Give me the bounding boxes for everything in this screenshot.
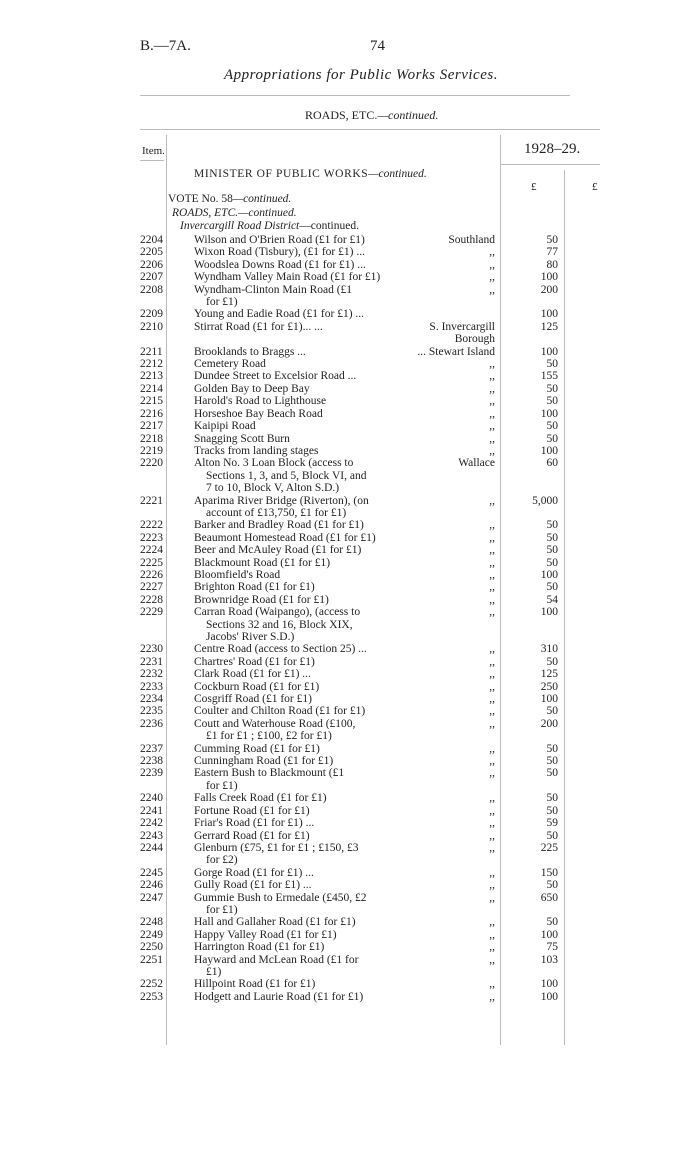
locality: Wallace bbox=[458, 457, 495, 470]
item-number: 2212 bbox=[140, 358, 163, 371]
locality: ,, bbox=[489, 581, 495, 594]
table-row bbox=[0, 606, 700, 643]
amount-1928-29: 100 bbox=[540, 345, 558, 358]
amount-1928-29: 310 bbox=[540, 643, 558, 656]
amount-1928-29: 50 bbox=[546, 916, 558, 929]
work-description: Blackmount Road (£1 for £1) bbox=[194, 556, 331, 569]
item-number: 2241 bbox=[140, 804, 163, 817]
table-row bbox=[0, 420, 700, 432]
work-description: Harold's Road to Lighthouse bbox=[194, 395, 327, 408]
work-description: Aparima River Bridge (Riverton), (on account of £13,750, £1 for £1) bbox=[194, 494, 369, 519]
table-row bbox=[0, 544, 700, 556]
amount-1928-29: 100 bbox=[540, 978, 558, 991]
work-description: Woodslea Downs Road (£1 for £1) ... bbox=[194, 258, 366, 271]
item-number: 2244 bbox=[140, 841, 163, 854]
item-number: 2252 bbox=[140, 978, 163, 991]
amount-1928-29: 50 bbox=[546, 556, 558, 569]
locality: ,, bbox=[489, 668, 495, 681]
item-number: 2233 bbox=[140, 680, 163, 693]
work-description: Gully Road (£1 for £1) ... bbox=[194, 879, 312, 892]
amount-1928-29: 225 bbox=[540, 841, 558, 854]
locality: ,, bbox=[489, 941, 495, 954]
amount-1928-29: 100 bbox=[540, 407, 558, 420]
table-row bbox=[0, 767, 700, 792]
table-row bbox=[0, 594, 700, 606]
amount-1928-29: 100 bbox=[540, 693, 558, 706]
table-row bbox=[0, 370, 700, 382]
table-row bbox=[0, 991, 700, 1003]
table-row bbox=[0, 792, 700, 804]
amount-1928-29: 100 bbox=[540, 444, 558, 457]
work-description: Carran Road (Waipango), (access to Sections 32 and 16, Block XIX, Jacobs' River S.D.) bbox=[194, 606, 361, 643]
item-number: 2251 bbox=[140, 953, 163, 966]
locality: ,, bbox=[489, 382, 495, 395]
amount-1928-29: 100 bbox=[540, 568, 558, 581]
amount-1928-29: 75 bbox=[546, 941, 558, 954]
table-row bbox=[0, 879, 700, 891]
locality: ,, bbox=[489, 544, 495, 557]
amount-1928-29: 50 bbox=[546, 519, 558, 532]
table-row bbox=[0, 830, 700, 842]
work-description: Bloomfield's Road bbox=[194, 568, 281, 581]
locality: ,, bbox=[489, 606, 495, 619]
table-row bbox=[0, 916, 700, 928]
item-number: 2213 bbox=[140, 370, 163, 383]
currency-symbol-2: £ bbox=[592, 181, 598, 193]
locality: ,, bbox=[489, 531, 495, 544]
table-row bbox=[0, 557, 700, 569]
locality: ,, bbox=[489, 879, 495, 892]
page-number: 74 bbox=[370, 38, 385, 54]
table-row bbox=[0, 805, 700, 817]
item-number: 2231 bbox=[140, 655, 163, 668]
district-subheading: Invercargill Road District—continued. bbox=[180, 220, 359, 232]
work-description: Horseshoe Bay Beach Road bbox=[194, 407, 323, 420]
locality: ,, bbox=[489, 593, 495, 606]
table-row bbox=[0, 433, 700, 445]
item-number: 2232 bbox=[140, 668, 163, 681]
table-row bbox=[0, 271, 700, 283]
locality: Southland bbox=[448, 234, 495, 246]
item-number: 2218 bbox=[140, 432, 163, 445]
item-number: 2242 bbox=[140, 817, 163, 830]
locality: ... Stewart Island bbox=[417, 345, 495, 358]
table-row bbox=[0, 259, 700, 271]
locality: ,, bbox=[489, 519, 495, 532]
amount-1928-29: 50 bbox=[546, 804, 558, 817]
locality: ,, bbox=[489, 246, 495, 259]
item-number: 2253 bbox=[140, 990, 163, 1003]
item-number: 2230 bbox=[140, 643, 163, 656]
item-number: 2224 bbox=[140, 544, 163, 557]
locality: ,, bbox=[489, 494, 495, 507]
amount-1928-29: 50 bbox=[546, 742, 558, 755]
work-description: Alton No. 3 Loan Block (access to Sections 1, 3, and 5, Block VI, and 7 to 10, Block V, Alton S.D.) bbox=[194, 457, 367, 495]
locality: ,, bbox=[489, 916, 495, 929]
locality: ,, bbox=[489, 556, 495, 569]
work-description: Kaipipi Road bbox=[194, 420, 256, 433]
work-description: Falls Creek Road (£1 for £1) bbox=[194, 792, 327, 805]
work-description: Hillpoint Road (£1 for £1) bbox=[194, 978, 316, 991]
amount-1928-29: 50 bbox=[546, 581, 558, 594]
table-row bbox=[0, 358, 700, 370]
work-description: Beer and McAuley Road (£1 for £1) bbox=[194, 544, 362, 557]
item-number: 2209 bbox=[140, 308, 163, 321]
amount-1928-29: 77 bbox=[546, 246, 558, 259]
work-description: Stirrat Road (£1 for £1)... ... bbox=[194, 320, 323, 333]
locality: ,, bbox=[489, 283, 495, 296]
table-row bbox=[0, 457, 700, 494]
item-number: 2228 bbox=[140, 593, 163, 606]
amount-1928-29: 50 bbox=[546, 234, 558, 246]
locality: ,, bbox=[489, 990, 495, 1003]
amount-1928-29: 54 bbox=[546, 593, 558, 606]
locality: ,, bbox=[489, 420, 495, 433]
amount-1928-29: 125 bbox=[540, 320, 558, 333]
work-description: Barker and Bradley Road (£1 for £1) bbox=[194, 519, 364, 532]
work-description: Wilson and O'Brien Road (£1 for £1) bbox=[194, 234, 365, 246]
work-description: Clark Road (£1 for £1) ... bbox=[194, 668, 311, 681]
locality: ,, bbox=[489, 928, 495, 941]
item-number: 2222 bbox=[140, 519, 163, 532]
amount-1928-29: 80 bbox=[546, 258, 558, 271]
locality: ,, bbox=[489, 978, 495, 991]
table-row bbox=[0, 246, 700, 258]
work-description: Cosgriff Road (£1 for £1) bbox=[194, 693, 312, 706]
item-number: 2210 bbox=[140, 320, 163, 333]
locality: S. Invercargill bbox=[429, 320, 495, 333]
amount-1928-29: 50 bbox=[546, 829, 558, 842]
item-number: 2237 bbox=[140, 742, 163, 755]
item-number: 2247 bbox=[140, 891, 163, 904]
item-number: 2207 bbox=[140, 271, 163, 284]
amount-1928-29: 50 bbox=[546, 792, 558, 805]
item-number: 2234 bbox=[140, 693, 163, 706]
amount-1928-29: 50 bbox=[546, 755, 558, 768]
work-description: Harrington Road (£1 for £1) bbox=[194, 941, 325, 954]
item-number: 2217 bbox=[140, 420, 163, 433]
amount-1928-29: 60 bbox=[546, 457, 558, 470]
locality: ,, bbox=[489, 829, 495, 842]
table-row bbox=[0, 643, 700, 655]
amount-1928-29: 100 bbox=[540, 990, 558, 1003]
table-row bbox=[0, 284, 700, 309]
work-description: Young and Eadie Road (£1 for £1) ... bbox=[194, 308, 365, 321]
amount-1928-29: 50 bbox=[546, 767, 558, 780]
currency-symbol-1: £ bbox=[531, 181, 537, 193]
table-row bbox=[0, 656, 700, 668]
table-row bbox=[0, 929, 700, 941]
table-row bbox=[0, 867, 700, 879]
column-header-item: Item. bbox=[142, 145, 165, 157]
work-description: Gorge Road (£1 for £1) ... bbox=[194, 866, 314, 879]
work-description: Gerrard Road (£1 for £1) bbox=[194, 829, 310, 842]
amount-1928-29: 50 bbox=[546, 432, 558, 445]
year-header-rule bbox=[500, 164, 600, 165]
work-description: Cunningham Road (£1 for £1) bbox=[194, 755, 334, 768]
work-description: Chartres' Road (£1 for £1) bbox=[194, 655, 315, 668]
header-rule bbox=[140, 95, 570, 96]
locality: ,, bbox=[489, 705, 495, 718]
amount-1928-29: 155 bbox=[540, 370, 558, 383]
work-description: Dundee Street to Excelsior Road ... bbox=[194, 370, 357, 383]
item-number: 2208 bbox=[140, 283, 163, 296]
table-row bbox=[0, 532, 700, 544]
item-number: 2236 bbox=[140, 717, 163, 730]
item-number: 2221 bbox=[140, 494, 163, 507]
work-description: Friar's Road (£1 for £1) ... bbox=[194, 817, 315, 830]
item-number: 2223 bbox=[140, 531, 163, 544]
table-row bbox=[0, 408, 700, 420]
table-row bbox=[0, 519, 700, 531]
amount-1928-29: 50 bbox=[546, 544, 558, 557]
amount-1928-29: 100 bbox=[540, 928, 558, 941]
locality: ,, bbox=[489, 804, 495, 817]
amount-1928-29: 50 bbox=[546, 531, 558, 544]
locality: ,, bbox=[489, 370, 495, 383]
table-row bbox=[0, 569, 700, 581]
item-number: 2227 bbox=[140, 581, 163, 594]
item-number: 2229 bbox=[140, 606, 163, 619]
item-header-rule bbox=[140, 160, 164, 161]
table-row bbox=[0, 941, 700, 953]
work-description: Glenburn (£75, £1 for £1 ; £150, £3 for £2) bbox=[194, 841, 359, 867]
work-description: Brownridge Road (£1 for £1) bbox=[194, 593, 329, 606]
table-row bbox=[0, 755, 700, 767]
work-description: Hayward and McLean Road (£1 for £1) bbox=[194, 953, 359, 978]
locality: ,, bbox=[489, 432, 495, 445]
locality: ,, bbox=[489, 817, 495, 830]
amount-1928-29: 50 bbox=[546, 420, 558, 433]
locality: ,, bbox=[489, 358, 495, 371]
table-row bbox=[0, 718, 700, 743]
work-description: Wyndham-Clinton Main Road (£1 for £1) bbox=[194, 283, 353, 309]
amount-1928-29: 100 bbox=[540, 271, 558, 284]
table-row bbox=[0, 383, 700, 395]
minister-heading: MINISTER OF PUBLIC WORKS—continued. bbox=[194, 168, 427, 180]
amount-1928-29: 5,000 bbox=[532, 494, 558, 507]
locality: ,, bbox=[489, 755, 495, 768]
locality: ,, bbox=[489, 693, 495, 706]
locality: ,, bbox=[489, 891, 495, 904]
item-number: 2219 bbox=[140, 444, 163, 457]
amount-1928-29: 250 bbox=[540, 680, 558, 693]
table-row bbox=[0, 581, 700, 593]
item-number: 2250 bbox=[140, 941, 163, 954]
work-description: Tracks from landing stages bbox=[194, 444, 319, 457]
item-number: 2214 bbox=[140, 382, 163, 395]
item-number: 2246 bbox=[140, 879, 163, 892]
amount-1928-29: 50 bbox=[546, 655, 558, 668]
work-description: Happy Valley Road (£1 for £1) bbox=[194, 928, 337, 941]
item-number: 2238 bbox=[140, 755, 163, 768]
work-description: Hall and Gallaher Road (£1 for £1) bbox=[194, 916, 356, 929]
vote-heading: VOTE No. 58—continued. bbox=[168, 193, 292, 205]
table-row bbox=[0, 817, 700, 829]
table-row bbox=[0, 681, 700, 693]
item-number: 2211 bbox=[140, 345, 163, 358]
locality: ,, bbox=[489, 742, 495, 755]
locality: ,, bbox=[489, 395, 495, 408]
item-number: 2205 bbox=[140, 246, 163, 259]
item-number: 2204 bbox=[140, 234, 163, 246]
work-description: Golden Bay to Deep Bay bbox=[194, 382, 310, 395]
locality: ,, bbox=[489, 680, 495, 693]
work-description: Gummie Bush to Ermedale (£450, £2 for £1) bbox=[194, 891, 367, 916]
locality: ,, bbox=[489, 258, 495, 271]
work-description: Snagging Scott Burn bbox=[194, 432, 290, 445]
section-heading: ROADS, ETC.—continued. bbox=[305, 108, 439, 122]
amount-1928-29: 200 bbox=[540, 283, 558, 296]
item-number: 2245 bbox=[140, 866, 163, 879]
locality: ,, bbox=[489, 444, 495, 457]
locality: ,, bbox=[489, 717, 495, 730]
locality: ,, bbox=[489, 792, 495, 805]
table-row bbox=[0, 445, 700, 457]
item-number: 2225 bbox=[140, 556, 163, 569]
work-description: Eastern Bush to Blackmount (£1 for £1) bbox=[194, 767, 345, 792]
table-row bbox=[0, 954, 700, 979]
work-description: Brooklands to Braggs ... bbox=[194, 345, 306, 358]
work-description: Centre Road (access to Section 25) ... bbox=[194, 643, 367, 656]
work-description: Coutt and Waterhouse Road (£100, £1 for £1 ; £100, £2 for £1) bbox=[194, 717, 356, 743]
work-description: Cumming Road (£1 for £1) bbox=[194, 742, 320, 755]
table-row bbox=[0, 308, 700, 320]
work-description: Cockburn Road (£1 for £1) bbox=[194, 680, 320, 693]
item-number: 2216 bbox=[140, 407, 163, 420]
amount-1928-29: 103 bbox=[540, 953, 558, 966]
table-row bbox=[0, 978, 700, 990]
amount-1928-29: 50 bbox=[546, 358, 558, 371]
locality: ,, bbox=[489, 271, 495, 284]
amount-1928-29: 150 bbox=[540, 866, 558, 879]
amount-1928-29: 50 bbox=[546, 705, 558, 718]
item-number: 2249 bbox=[140, 928, 163, 941]
page-title: Appropriations for Public Works Services. bbox=[224, 67, 498, 83]
amount-1928-29: 50 bbox=[546, 879, 558, 892]
item-number: 2220 bbox=[140, 457, 163, 470]
item-number: 2226 bbox=[140, 568, 163, 581]
table-row bbox=[0, 495, 700, 520]
locality: ,, bbox=[489, 568, 495, 581]
amount-1928-29: 100 bbox=[540, 606, 558, 619]
work-description: Cemetery Road bbox=[194, 358, 266, 371]
locality: ,, bbox=[489, 841, 495, 854]
roads-subheading: ROADS, ETC.—continued. bbox=[172, 207, 297, 219]
appropriation-table bbox=[0, 234, 700, 1003]
locality: ,, bbox=[489, 953, 495, 966]
locality: ,, bbox=[489, 655, 495, 668]
column-header-year: 1928–29. bbox=[524, 141, 581, 157]
amount-1928-29: 650 bbox=[540, 891, 558, 904]
locality: ,, bbox=[489, 866, 495, 879]
item-number: 2215 bbox=[140, 395, 163, 408]
locality: ,, bbox=[489, 643, 495, 656]
item-number: 2239 bbox=[140, 767, 163, 780]
work-description: Beaumont Homestead Road (£1 for £1) bbox=[194, 531, 376, 544]
table-row bbox=[0, 705, 700, 717]
table-row bbox=[0, 668, 700, 680]
table-row bbox=[0, 693, 700, 705]
amount-1928-29: 125 bbox=[540, 668, 558, 681]
work-description: Wixon Road (Tisbury), (£1 for £1) ... bbox=[194, 246, 365, 259]
table-top-rule bbox=[140, 129, 600, 130]
table-row bbox=[0, 892, 700, 917]
table-row bbox=[0, 395, 700, 407]
document-reference: B.—7A. bbox=[140, 38, 191, 54]
table-row bbox=[0, 842, 700, 867]
item-number: 2248 bbox=[140, 916, 163, 929]
locality: ,, bbox=[489, 767, 495, 780]
item-number: 2243 bbox=[140, 829, 163, 842]
item-number: 2240 bbox=[140, 792, 163, 805]
table-row bbox=[0, 321, 700, 346]
table-row bbox=[0, 346, 700, 358]
work-description: Wyndham Valley Main Road (£1 for £1) bbox=[194, 271, 381, 284]
item-number: 2235 bbox=[140, 705, 163, 718]
work-description: Fortune Road (£1 for £1) bbox=[194, 804, 310, 817]
locality-continued: Borough bbox=[454, 333, 495, 346]
work-description: Coulter and Chilton Road (£1 for £1) bbox=[194, 705, 366, 718]
table-row bbox=[0, 234, 700, 246]
amount-1928-29: 200 bbox=[540, 717, 558, 730]
amount-1928-29: 50 bbox=[546, 382, 558, 395]
locality: ,, bbox=[489, 407, 495, 420]
amount-1928-29: 50 bbox=[546, 395, 558, 408]
amount-1928-29: 59 bbox=[546, 817, 558, 830]
work-description: Hodgett and Laurie Road (£1 for £1) bbox=[194, 990, 364, 1003]
work-description: Brighton Road (£1 for £1) bbox=[194, 581, 315, 594]
amount-1928-29: 100 bbox=[540, 308, 558, 321]
table-row bbox=[0, 743, 700, 755]
item-number: 2206 bbox=[140, 258, 163, 271]
